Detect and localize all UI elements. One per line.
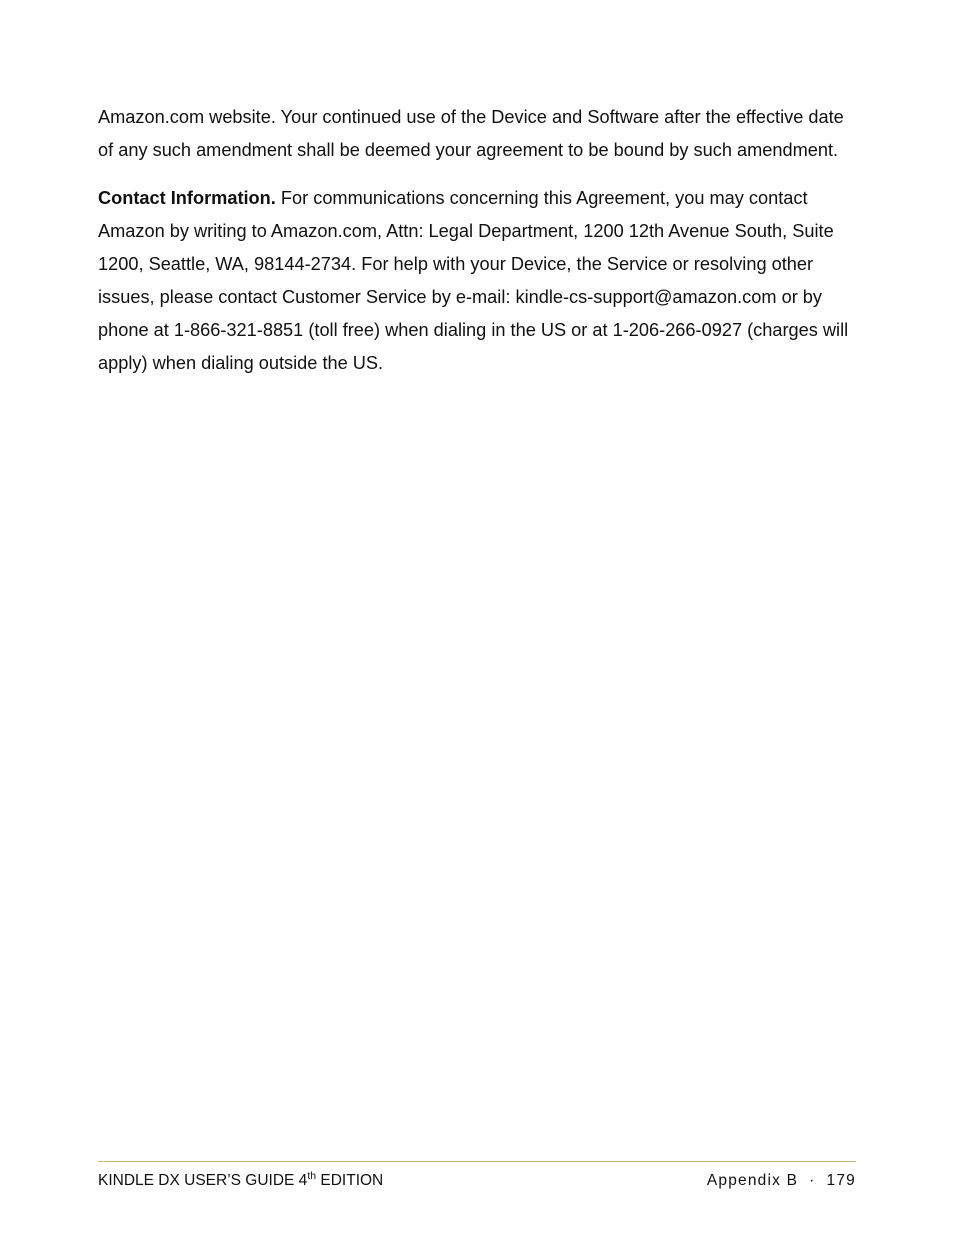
- page-footer: [98, 1169, 856, 1193]
- contact-information-heading: Contact Information.: [98, 188, 276, 208]
- footer-section: Appendix B: [706, 1172, 799, 1189]
- footer-guide-title: [98, 1169, 383, 1193]
- footer-separator: ·: [809, 1172, 816, 1189]
- page-number: 179: [826, 1172, 856, 1189]
- footer-page-info: [707, 1169, 856, 1193]
- page-body: [98, 101, 858, 380]
- paragraph-amendment: Amazon.com website. Your continued use of the Device and Software after the effective date of any such amendment shall be deemed your agreement to be bound by such amendment.: [98, 107, 844, 160]
- paragraph-contact-information: [98, 182, 858, 380]
- guide-title-text: KINDLE DX USER’S GUIDE 4: [98, 1172, 308, 1189]
- footer-divider: [98, 1161, 856, 1162]
- edition-word: EDITION: [320, 1172, 384, 1189]
- contact-information-text: For communications concerning this Agreement, you may contact Amazon by writing to Amazon.com, Attn: Legal Department, 1200 12th Avenue South, Suite 1200, Seattle, WA, 98144-2734. For help with your Device, the Service or resolving other issues, please contact Customer Service by e-mail: kindle-cs-support@amazon.com or by phone at 1-866-321-8851 (toll free) when dialing in the US or at 1-206-266-0927 (charges will apply) when dialing outside the US.: [98, 188, 849, 373]
- edition-superscript: th: [307, 1170, 317, 1183]
